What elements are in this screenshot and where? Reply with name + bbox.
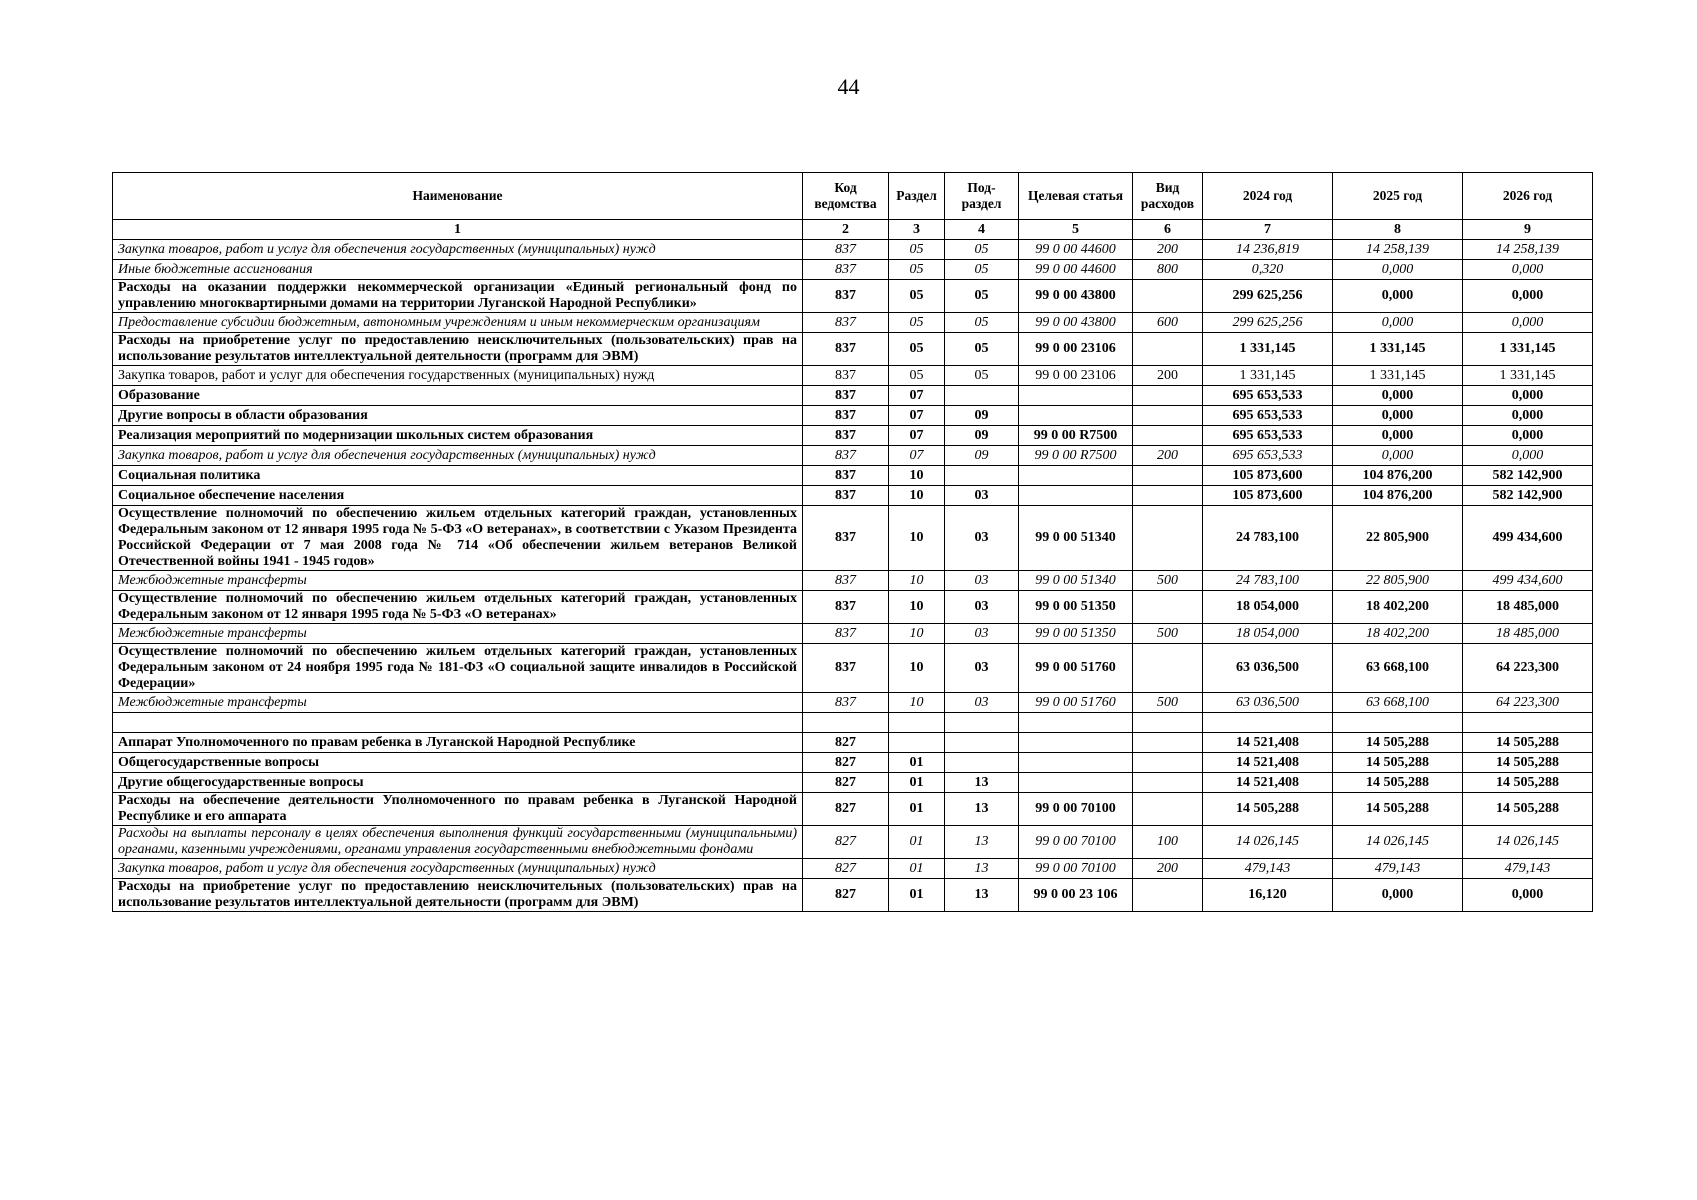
cell-dept-code: 827 (803, 733, 889, 753)
cell-name: Расходы на приобретение услуг по предоставлению неисключительных (пользовательских) прав на использование результатов интеллектуальной деятельности (программ для ЭВМ) (113, 879, 803, 912)
cell-amount-2025: 0,000 (1333, 386, 1463, 406)
cell-amount-2025: 63 668,100 (1333, 644, 1463, 693)
cell-amount-2024: 14 505,288 (1203, 793, 1333, 826)
cell-target-item: 99 0 00 44600 (1019, 240, 1133, 260)
cell-amount-2026: 1 331,145 (1463, 333, 1593, 366)
cell-dept-code: 837 (803, 624, 889, 644)
cell-subsection: 03 (945, 571, 1019, 591)
cell-expense-type: 200 (1133, 859, 1203, 879)
cell-amount-2024: 14 521,408 (1203, 773, 1333, 793)
cell-subsection: 03 (945, 644, 1019, 693)
cell-expense-type (1133, 333, 1203, 366)
cell-amount-2024: 1 331,145 (1203, 333, 1333, 366)
cell-amount-2024: 695 653,533 (1203, 426, 1333, 446)
header-section: Раздел (889, 173, 945, 220)
cell-section: 10 (889, 466, 945, 486)
cell-amount-2025: 104 876,200 (1333, 486, 1463, 506)
cell-amount-2026: 479,143 (1463, 859, 1593, 879)
cell-name: Аппарат Уполномоченного по правам ребенка в Луганской Народной Республике (113, 733, 803, 753)
table-body (113, 220, 1593, 912)
cell-amount-2025: 104 876,200 (1333, 466, 1463, 486)
cell-subsection: 13 (945, 859, 1019, 879)
cell-section: 10 (889, 644, 945, 693)
cell-subsection: 03 (945, 591, 1019, 624)
cell-name: Расходы на выплаты персоналу в целях обеспечения выполнения функций государственными (муниципальными) органами, казенными учреждениями, органами управления государственными внебюджетными фондами (113, 826, 803, 859)
cell-target-item (1019, 406, 1133, 426)
cell-section: 01 (889, 826, 945, 859)
cell-subsection: 05 (945, 240, 1019, 260)
table-row (113, 446, 1593, 466)
cell-amount-2026: 18 485,000 (1463, 624, 1593, 644)
cell-dept-code: 837 (803, 386, 889, 406)
cell-amount-2026: 14 505,288 (1463, 733, 1593, 753)
cell-dept-code: 837 (803, 571, 889, 591)
cell-subsection: 05 (945, 280, 1019, 313)
cell-expense-type (1133, 406, 1203, 426)
cell-name: Осуществление полномочий по обеспечению жильем отдельных категорий граждан, установленных Федеральным законом от 12 января 1995 года № 5-ФЗ «О ветеранах», в соответствии с Указом Президента Российской Федерации от 7 мая 2008 года № 714 «Об обеспечении жильем ветеранов Великой Отечественной войны 1941 - 1945 годов» (113, 506, 803, 571)
table-row (113, 624, 1593, 644)
cell-section: 05 (889, 260, 945, 280)
column-number-row (113, 220, 1593, 240)
cell-amount-2024: 1 331,145 (1203, 366, 1333, 386)
table-row (113, 733, 1593, 753)
cell-name: Реализация мероприятий по модернизации школьных систем образования (113, 426, 803, 446)
cell-dept-code: 837 (803, 426, 889, 446)
cell-target-item: 99 0 00 43800 (1019, 313, 1133, 333)
cell-amount-2025: 0,000 (1333, 879, 1463, 912)
cell-expense-type (1133, 486, 1203, 506)
cell-amount-2025: 63 668,100 (1333, 693, 1463, 713)
cell-subsection: 13 (945, 793, 1019, 826)
cell-expense-type: 500 (1133, 693, 1203, 713)
cell-dept-code: 827 (803, 879, 889, 912)
cell-expense-type (1133, 733, 1203, 753)
cell-amount-2024: 14 236,819 (1203, 240, 1333, 260)
cell-dept-code: 827 (803, 859, 889, 879)
cell-target-item (1019, 486, 1133, 506)
cell-name: Иные бюджетные ассигнования (113, 260, 803, 280)
cell-dept-code: 837 (803, 240, 889, 260)
cell-dept-code: 837 (803, 260, 889, 280)
cell-name: Расходы на оказании поддержки некоммерческой организации «Единый региональный фонд по управлению многоквартирными домами на территории Луганской Народной Республики» (113, 280, 803, 313)
cell-subsection: 05 (945, 366, 1019, 386)
cell-subsection (945, 753, 1019, 773)
cell-subsection: 05 (945, 333, 1019, 366)
cell-section: 05 (889, 240, 945, 260)
cell-target-item: 99 0 00 51340 (1019, 506, 1133, 571)
cell-subsection: 09 (945, 446, 1019, 466)
cell-amount-2026: 14 505,288 (1463, 793, 1593, 826)
cell-target-item (1019, 733, 1133, 753)
cell-subsection: 09 (945, 426, 1019, 446)
cell-name: Социальная политика (113, 466, 803, 486)
cell-target-item: 99 0 00 23 106 (1019, 879, 1133, 912)
cell-amount-2025: 0,000 (1333, 426, 1463, 446)
cell-expense-type: 800 (1133, 260, 1203, 280)
cell-name: Закупка товаров, работ и услуг для обеспечения государственных (муниципальных) нужд (113, 366, 803, 386)
cell-amount-2024: 695 653,533 (1203, 446, 1333, 466)
cell-amount-2024: 24 783,100 (1203, 506, 1333, 571)
cell-dept-code: 837 (803, 313, 889, 333)
cell-dept-code: 837 (803, 366, 889, 386)
cell-subsection: 05 (945, 313, 1019, 333)
column-number: 6 (1133, 220, 1203, 240)
cell-amount-2024: 16,120 (1203, 879, 1333, 912)
cell-expense-type: 500 (1133, 624, 1203, 644)
cell-subsection: 03 (945, 486, 1019, 506)
cell-expense-type (1133, 753, 1203, 773)
table-row (113, 260, 1593, 280)
cell-amount-2025: 14 505,288 (1333, 793, 1463, 826)
cell-target-item (1019, 713, 1133, 733)
cell-expense-type (1133, 793, 1203, 826)
cell-target-item: 99 0 00 51350 (1019, 591, 1133, 624)
cell-section: 10 (889, 591, 945, 624)
cell-subsection (945, 713, 1019, 733)
header-subsection: Под-раздел (945, 173, 1019, 220)
cell-amount-2026: 499 434,600 (1463, 506, 1593, 571)
cell-name: Закупка товаров, работ и услуг для обеспечения государственных (муниципальных) нужд (113, 240, 803, 260)
table-row (113, 826, 1593, 859)
cell-amount-2026: 499 434,600 (1463, 571, 1593, 591)
column-number: 8 (1333, 220, 1463, 240)
cell-subsection: 13 (945, 826, 1019, 859)
cell-amount-2025: 0,000 (1333, 446, 1463, 466)
cell-target-item: 99 0 00 R7500 (1019, 446, 1133, 466)
cell-amount-2026: 0,000 (1463, 406, 1593, 426)
cell-amount-2025: 14 505,288 (1333, 753, 1463, 773)
column-number: 7 (1203, 220, 1333, 240)
cell-name: Межбюджетные трансферты (113, 571, 803, 591)
cell-dept-code: 837 (803, 333, 889, 366)
table-header (113, 173, 1593, 220)
cell-amount-2025: 0,000 (1333, 313, 1463, 333)
cell-name: Другие общегосударственные вопросы (113, 773, 803, 793)
cell-name: Межбюджетные трансферты (113, 693, 803, 713)
cell-amount-2024: 18 054,000 (1203, 591, 1333, 624)
column-number: 1 (113, 220, 803, 240)
cell-expense-type (1133, 386, 1203, 406)
cell-amount-2025: 14 258,139 (1333, 240, 1463, 260)
cell-target-item: 99 0 00 R7500 (1019, 426, 1133, 446)
table-row (113, 486, 1593, 506)
header-year-2026: 2026 год (1463, 173, 1593, 220)
cell-amount-2026: 0,000 (1463, 386, 1593, 406)
cell-amount-2026: 14 505,288 (1463, 753, 1593, 773)
cell-name (113, 713, 803, 733)
cell-name: Расходы на приобретение услуг по предоставлению неисключительных (пользовательских) прав на использование результатов интеллектуальной деятельности (программ для ЭВМ) (113, 333, 803, 366)
cell-amount-2025: 0,000 (1333, 260, 1463, 280)
table-row (113, 240, 1593, 260)
cell-subsection (945, 386, 1019, 406)
cell-section: 05 (889, 366, 945, 386)
column-number: 2 (803, 220, 889, 240)
cell-section: 10 (889, 571, 945, 591)
cell-amount-2024: 695 653,533 (1203, 406, 1333, 426)
cell-target-item: 99 0 00 70100 (1019, 826, 1133, 859)
cell-expense-type (1133, 644, 1203, 693)
table-row (113, 406, 1593, 426)
cell-amount-2025: 0,000 (1333, 406, 1463, 426)
table-row (113, 280, 1593, 313)
cell-target-item: 99 0 00 23106 (1019, 366, 1133, 386)
cell-dept-code: 827 (803, 753, 889, 773)
cell-amount-2026: 1 331,145 (1463, 366, 1593, 386)
cell-amount-2025: 479,143 (1333, 859, 1463, 879)
cell-amount-2026: 64 223,300 (1463, 693, 1593, 713)
cell-amount-2024: 479,143 (1203, 859, 1333, 879)
header-dept-code: Код ведомства (803, 173, 889, 220)
cell-subsection: 13 (945, 773, 1019, 793)
cell-target-item: 99 0 00 70100 (1019, 793, 1133, 826)
cell-amount-2024: 14 521,408 (1203, 753, 1333, 773)
cell-expense-type: 200 (1133, 366, 1203, 386)
header-year-2025: 2025 год (1333, 173, 1463, 220)
cell-section: 01 (889, 753, 945, 773)
cell-subsection: 03 (945, 693, 1019, 713)
cell-section: 07 (889, 446, 945, 466)
cell-section: 10 (889, 624, 945, 644)
cell-amount-2026: 18 485,000 (1463, 591, 1593, 624)
table-row (113, 753, 1593, 773)
cell-section (889, 733, 945, 753)
cell-name: Закупка товаров, работ и услуг для обеспечения государственных (муниципальных) нужд (113, 446, 803, 466)
cell-dept-code: 837 (803, 506, 889, 571)
cell-name: Осуществление полномочий по обеспечению жильем отдельных категорий граждан, установленных Федеральным законом от 24 ноября 1995 года № 181-ФЗ «О социальной защите инвалидов в Российской Федерации» (113, 644, 803, 693)
cell-amount-2026: 0,000 (1463, 260, 1593, 280)
cell-amount-2024: 24 783,100 (1203, 571, 1333, 591)
column-number: 4 (945, 220, 1019, 240)
cell-dept-code (803, 713, 889, 733)
cell-dept-code: 827 (803, 773, 889, 793)
cell-name: Предоставление субсидии бюджетным, автономным учреждениям и иным некоммерческим организациям (113, 313, 803, 333)
cell-expense-type (1133, 280, 1203, 313)
cell-target-item: 99 0 00 44600 (1019, 260, 1133, 280)
cell-amount-2026: 0,000 (1463, 879, 1593, 912)
cell-amount-2025: 14 505,288 (1333, 773, 1463, 793)
cell-name: Расходы на обеспечение деятельности Уполномоченного по правам ребенка в Луганской Народной Республике и его аппарата (113, 793, 803, 826)
page-number: 44 (837, 74, 860, 99)
column-number: 5 (1019, 220, 1133, 240)
cell-expense-type (1133, 773, 1203, 793)
header-target-item: Целевая статья (1019, 173, 1133, 220)
table-row (113, 793, 1593, 826)
cell-name: Межбюджетные трансферты (113, 624, 803, 644)
cell-target-item: 99 0 00 51350 (1019, 624, 1133, 644)
cell-dept-code: 837 (803, 486, 889, 506)
cell-target-item (1019, 386, 1133, 406)
cell-section: 10 (889, 486, 945, 506)
table-row (113, 313, 1593, 333)
cell-subsection (945, 733, 1019, 753)
cell-amount-2024: 14 026,145 (1203, 826, 1333, 859)
cell-amount-2025: 18 402,200 (1333, 591, 1463, 624)
cell-subsection: 09 (945, 406, 1019, 426)
cell-name: Осуществление полномочий по обеспечению жильем отдельных категорий граждан, установленных Федеральным законом от 12 января 1995 года № 5-ФЗ «О ветеранах» (113, 591, 803, 624)
cell-expense-type: 200 (1133, 240, 1203, 260)
cell-expense-type: 600 (1133, 313, 1203, 333)
header-year-2024: 2024 год (1203, 173, 1333, 220)
cell-subsection: 03 (945, 506, 1019, 571)
cell-section (889, 713, 945, 733)
cell-amount-2025: 22 805,900 (1333, 571, 1463, 591)
column-number: 3 (889, 220, 945, 240)
cell-section: 07 (889, 426, 945, 446)
cell-dept-code: 837 (803, 406, 889, 426)
cell-expense-type (1133, 591, 1203, 624)
table-row (113, 713, 1593, 733)
table-row (113, 571, 1593, 591)
cell-expense-type (1133, 506, 1203, 571)
cell-dept-code: 837 (803, 644, 889, 693)
cell-section: 10 (889, 506, 945, 571)
cell-amount-2024: 695 653,533 (1203, 386, 1333, 406)
cell-amount-2024: 63 036,500 (1203, 644, 1333, 693)
cell-expense-type (1133, 466, 1203, 486)
cell-dept-code: 837 (803, 693, 889, 713)
cell-expense-type: 200 (1133, 446, 1203, 466)
cell-section: 01 (889, 793, 945, 826)
table-row (113, 466, 1593, 486)
column-number: 9 (1463, 220, 1593, 240)
cell-amount-2025: 0,000 (1333, 280, 1463, 313)
cell-target-item (1019, 753, 1133, 773)
cell-dept-code: 837 (803, 446, 889, 466)
cell-expense-type (1133, 879, 1203, 912)
table-row (113, 333, 1593, 366)
header-expense-type: Вид расходов (1133, 173, 1203, 220)
table-row (113, 879, 1593, 912)
cell-amount-2026: 14 505,288 (1463, 773, 1593, 793)
cell-amount-2026 (1463, 713, 1593, 733)
budget-table (112, 172, 1593, 912)
cell-target-item: 99 0 00 70100 (1019, 859, 1133, 879)
cell-expense-type (1133, 426, 1203, 446)
cell-amount-2024: 105 873,600 (1203, 486, 1333, 506)
cell-amount-2024: 63 036,500 (1203, 693, 1333, 713)
cell-amount-2024: 105 873,600 (1203, 466, 1333, 486)
cell-target-item: 99 0 00 43800 (1019, 280, 1133, 313)
cell-amount-2024: 0,320 (1203, 260, 1333, 280)
cell-subsection: 03 (945, 624, 1019, 644)
cell-amount-2025: 1 331,145 (1333, 333, 1463, 366)
cell-amount-2026: 14 026,145 (1463, 826, 1593, 859)
cell-section: 05 (889, 333, 945, 366)
cell-target-item: 99 0 00 23106 (1019, 333, 1133, 366)
header-name: Наименование (113, 173, 803, 220)
cell-name: Социальное обеспечение населения (113, 486, 803, 506)
cell-dept-code: 827 (803, 793, 889, 826)
cell-target-item: 99 0 00 51760 (1019, 644, 1133, 693)
cell-amount-2024: 14 521,408 (1203, 733, 1333, 753)
cell-amount-2026: 14 258,139 (1463, 240, 1593, 260)
cell-expense-type: 100 (1133, 826, 1203, 859)
cell-amount-2025: 14 505,288 (1333, 733, 1463, 753)
table-row (113, 591, 1593, 624)
cell-name: Общегосударственные вопросы (113, 753, 803, 773)
cell-dept-code: 837 (803, 280, 889, 313)
table-row (113, 644, 1593, 693)
cell-amount-2026: 0,000 (1463, 446, 1593, 466)
cell-amount-2025: 18 402,200 (1333, 624, 1463, 644)
cell-amount-2024: 18 054,000 (1203, 624, 1333, 644)
cell-dept-code: 837 (803, 466, 889, 486)
cell-amount-2026: 0,000 (1463, 280, 1593, 313)
cell-amount-2025 (1333, 713, 1463, 733)
cell-amount-2025: 14 026,145 (1333, 826, 1463, 859)
table-row (113, 773, 1593, 793)
cell-amount-2026: 582 142,900 (1463, 466, 1593, 486)
cell-amount-2024: 299 625,256 (1203, 280, 1333, 313)
table-row (113, 859, 1593, 879)
cell-section: 01 (889, 773, 945, 793)
cell-section: 07 (889, 386, 945, 406)
cell-amount-2025: 1 331,145 (1333, 366, 1463, 386)
table-row (113, 366, 1593, 386)
cell-amount-2024: 299 625,256 (1203, 313, 1333, 333)
cell-name: Закупка товаров, работ и услуг для обеспечения государственных (муниципальных) нужд (113, 859, 803, 879)
cell-subsection (945, 466, 1019, 486)
cell-subsection: 05 (945, 260, 1019, 280)
cell-name: Образование (113, 386, 803, 406)
cell-subsection: 13 (945, 879, 1019, 912)
cell-dept-code: 837 (803, 591, 889, 624)
cell-amount-2026: 0,000 (1463, 426, 1593, 446)
cell-amount-2026: 64 223,300 (1463, 644, 1593, 693)
cell-amount-2026: 582 142,900 (1463, 486, 1593, 506)
cell-section: 07 (889, 406, 945, 426)
cell-amount-2026: 0,000 (1463, 313, 1593, 333)
table-row (113, 386, 1593, 406)
cell-expense-type (1133, 713, 1203, 733)
cell-target-item (1019, 466, 1133, 486)
cell-section: 01 (889, 859, 945, 879)
table-row (113, 426, 1593, 446)
table-row (113, 506, 1593, 571)
cell-section: 10 (889, 693, 945, 713)
cell-amount-2025: 22 805,900 (1333, 506, 1463, 571)
cell-target-item: 99 0 00 51760 (1019, 693, 1133, 713)
cell-section: 01 (889, 879, 945, 912)
cell-target-item: 99 0 00 51340 (1019, 571, 1133, 591)
cell-dept-code: 827 (803, 826, 889, 859)
cell-section: 05 (889, 280, 945, 313)
header-row (113, 173, 1593, 220)
table-row (113, 693, 1593, 713)
cell-target-item (1019, 773, 1133, 793)
cell-name: Другие вопросы в области образования (113, 406, 803, 426)
cell-amount-2024 (1203, 713, 1333, 733)
cell-section: 05 (889, 313, 945, 333)
cell-expense-type: 500 (1133, 571, 1203, 591)
